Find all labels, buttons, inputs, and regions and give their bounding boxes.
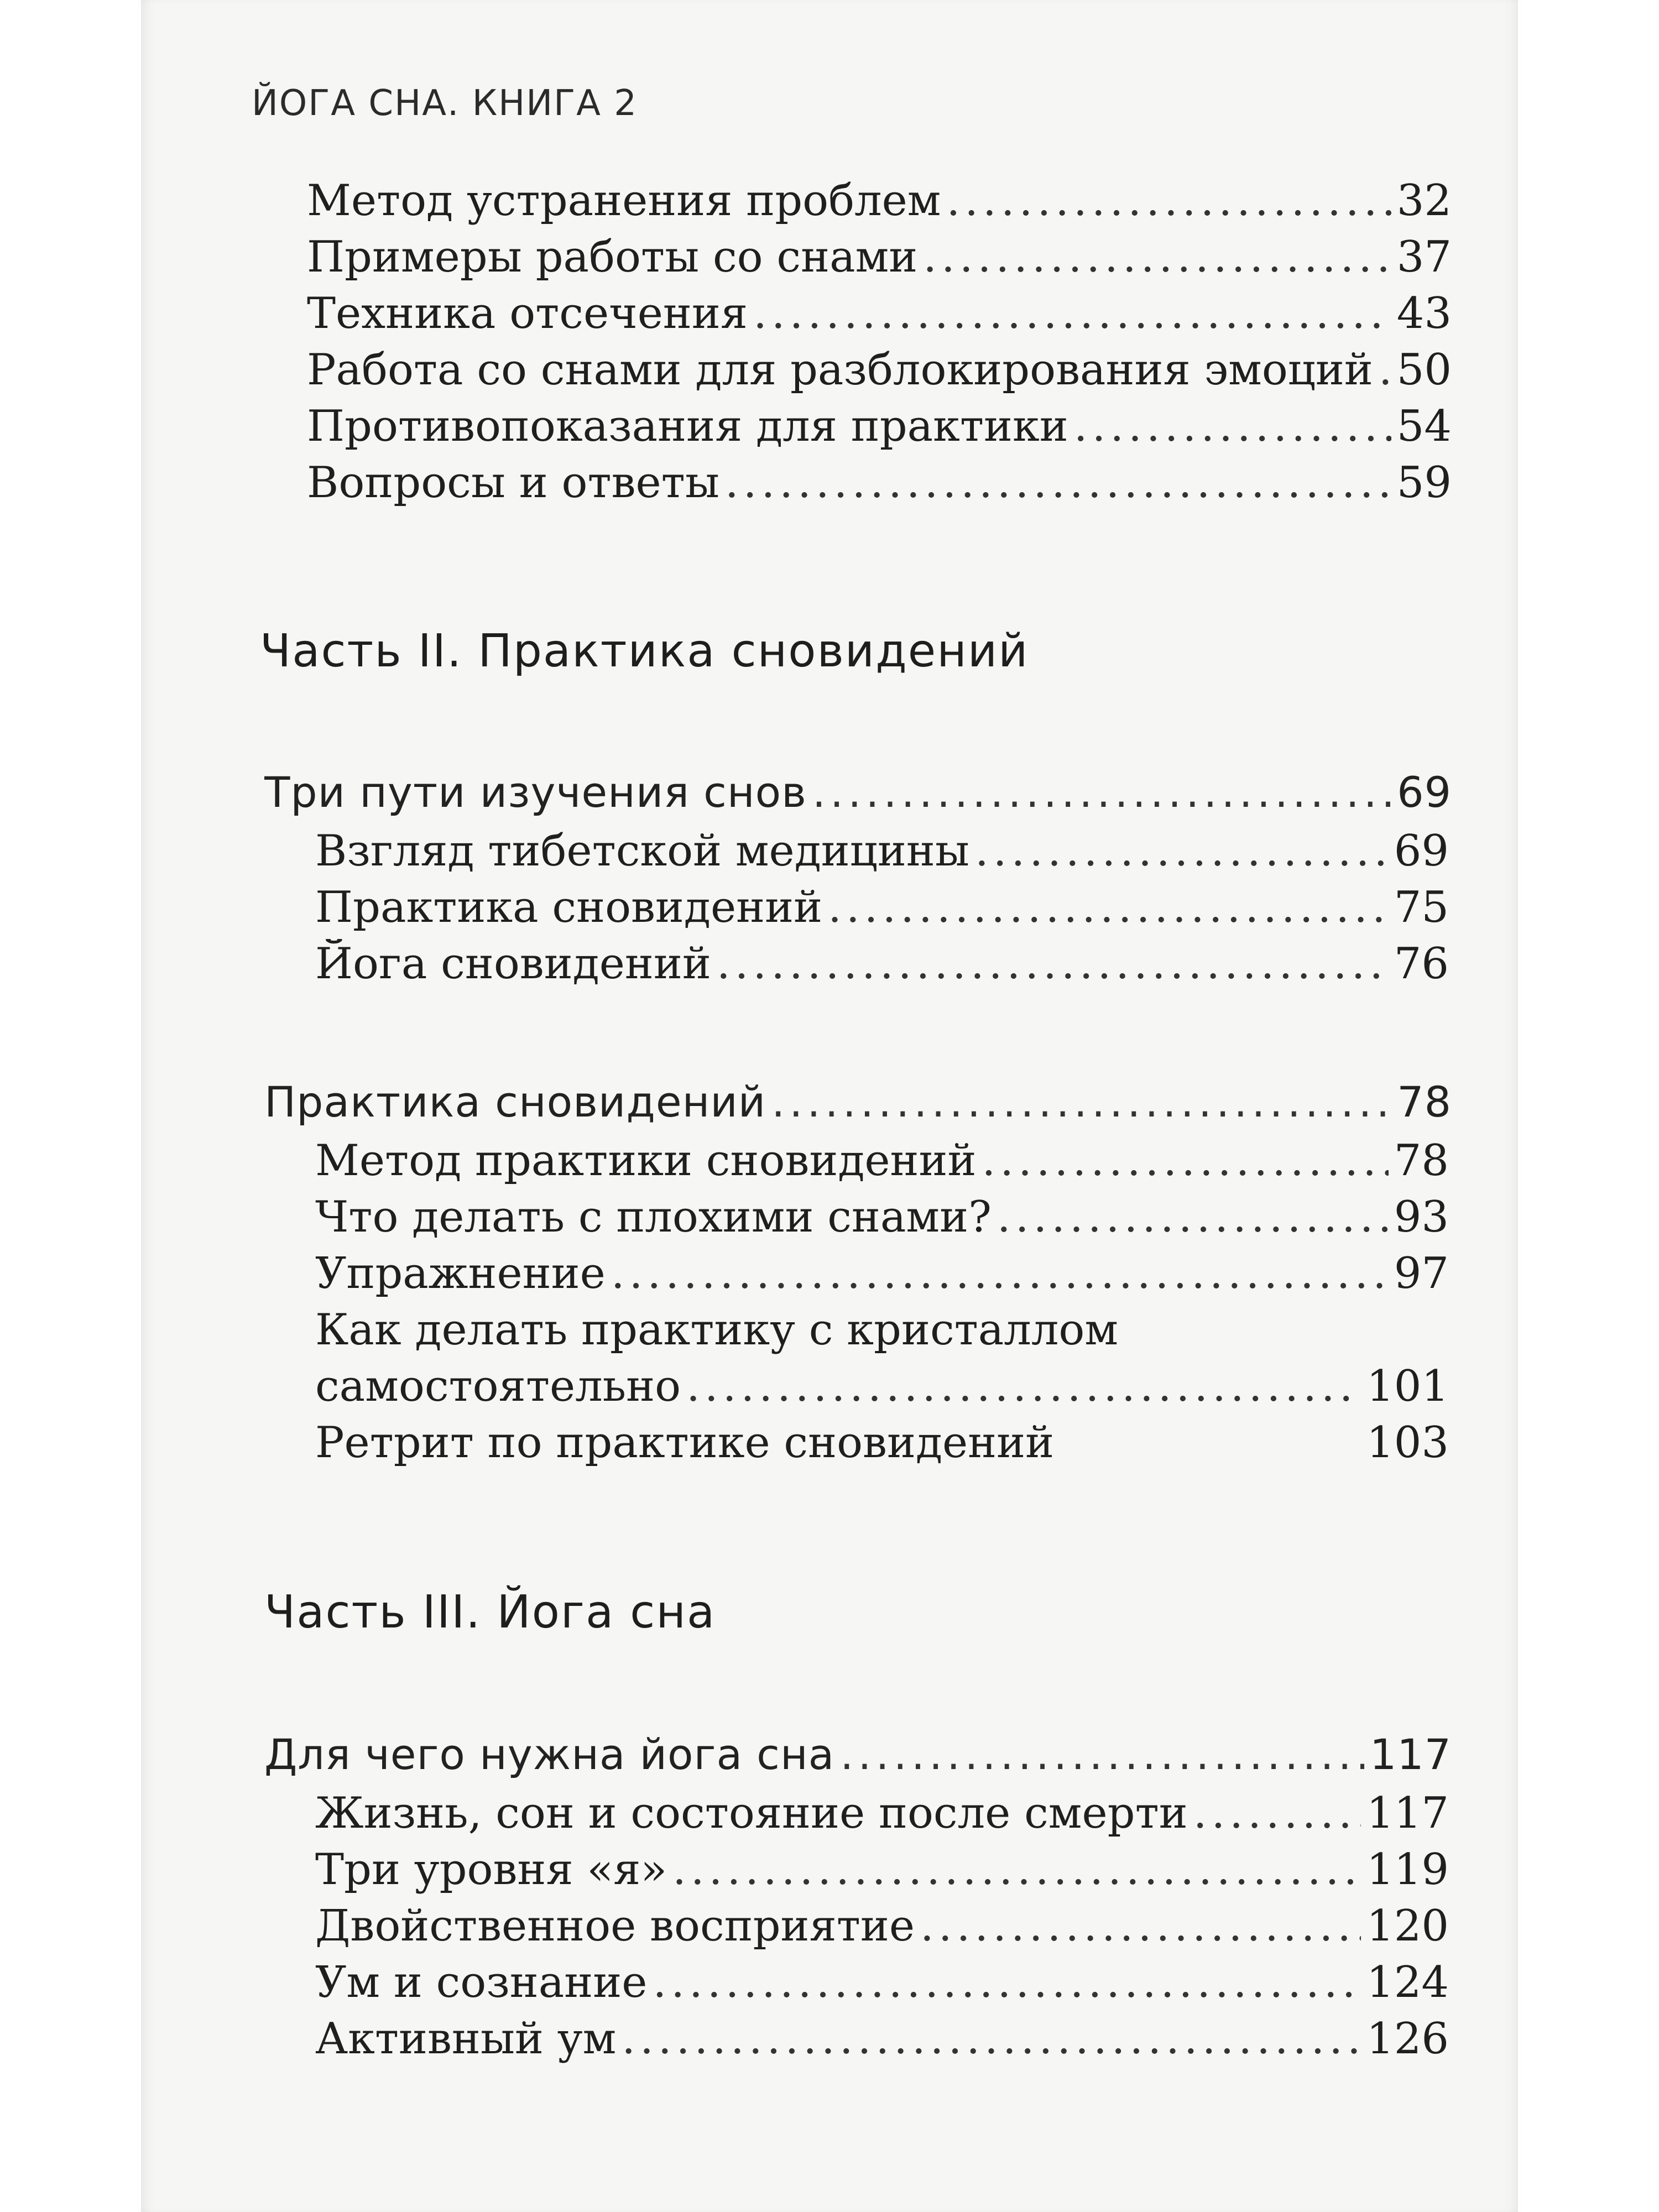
toc-entry-page: 69 [1394,826,1449,876]
dot-leader [840,1730,1364,1779]
toc-entry-title: Ретрит по практике сновидений [315,1418,1055,1468]
toc-entry-page: 124 [1366,1958,1449,2007]
toc-entry-title: Примеры работы со снами [307,232,918,282]
toc-entry-title: Двойственное восприятие [315,1901,915,1951]
toc-entry-title: Метод практики сновидений [315,1136,977,1186]
toc-entry-title: Что делать с плохими снами? [315,1192,992,1242]
toc-chapter-page: 117 [1369,1730,1452,1779]
toc-entry-title: Ум и сознание [315,1958,648,2007]
dot-leader [717,939,1389,989]
dot-leader [920,1901,1361,1951]
toc-chapter [264,768,1452,817]
toc-entry-page: 120 [1366,1901,1449,1951]
dot-leader [686,1361,1361,1411]
toc-entry-title-line1: Как делать практику с кристаллом [315,1305,1119,1355]
toc-entry-page: 37 [1396,232,1452,282]
toc-chapter-title: Для чего нужна йога сна [264,1730,835,1779]
toc-entry [307,401,1452,451]
toc-entry-title: Техника отсечения [307,289,748,338]
toc-entry [315,1788,1449,1838]
toc-entry [315,1958,1449,2007]
part-heading: Часть II. Практика сновидений [260,625,1029,677]
dot-leader [1379,345,1391,395]
toc-entry [307,289,1452,338]
toc-entry-page: 103 [1366,1418,1449,1468]
toc-entry-page: 32 [1396,176,1452,226]
toc-entry-page: 75 [1394,883,1449,932]
toc-chapter-page: 69 [1397,768,1452,817]
toc-chapter-page: 78 [1397,1077,1452,1126]
dot-leader [753,289,1391,338]
dot-leader [672,1845,1361,1895]
dot-leader [828,883,1389,932]
toc-entry [307,232,1452,282]
toc-entry-title: Упражнение [315,1249,606,1298]
toc-entry [307,176,1452,226]
toc-entry-page: 126 [1366,2014,1449,2064]
dot-leader [982,1136,1388,1186]
toc-entry-title: Жизнь, сон и состояние после смерти [315,1788,1188,1838]
toc-entry [315,1901,1449,1951]
toc-entry [315,2014,1449,2064]
dot-leader [1074,401,1391,451]
dot-leader [923,232,1391,282]
toc-chapter [264,1077,1452,1126]
toc-entry-page: 43 [1396,289,1452,338]
toc-entry-page: 93 [1394,1192,1449,1242]
dot-leader [622,2014,1361,2064]
toc-entry-title: Три уровня «я» [315,1845,667,1895]
toc-entry-page: 78 [1394,1136,1449,1186]
toc-entry-title: Йога сновидений [315,939,711,989]
toc-entry-title: самостоятельно [315,1361,681,1411]
toc-chapter-title: Три пути изучения снов [264,768,807,817]
dot-leader [611,1249,1389,1298]
dot-leader [946,176,1391,226]
toc-entry [315,883,1449,932]
toc-entry-title: Практика сновидений [315,883,823,932]
toc-chapter-title: Практика сновидений [264,1077,766,1126]
dot-leader [812,768,1391,817]
toc-entry [307,345,1452,395]
part-heading: Часть III. Йога сна [264,1586,716,1639]
toc-entry-title: Взгляд тибетской медицины [315,826,969,876]
toc-entry-page: 76 [1394,939,1449,989]
toc-entry-page: 97 [1394,1249,1449,1298]
dot-leader [975,826,1389,876]
toc-entry-title: Противопоказания для практики [307,401,1068,451]
toc-entry-page: 117 [1366,1788,1449,1838]
toc-entry-page: 119 [1366,1845,1449,1895]
toc-entry-title: Активный ум [315,2014,617,2064]
toc-entry [315,1136,1449,1186]
toc-entry [315,939,1449,989]
toc-entry-page: 101 [1366,1361,1449,1411]
toc-entry-page: 59 [1396,458,1452,508]
toc-entry-title: Метод устранения проблем [307,176,941,226]
dot-leader [653,1958,1361,2007]
toc-entry [315,1418,1449,1468]
running-head: ЙОГА СНА. КНИГА 2 [252,83,638,124]
toc-entry [315,1192,1449,1242]
dot-leader [725,458,1391,508]
dot-leader [997,1192,1389,1242]
dot-leader [771,1077,1391,1126]
toc-entry [315,1361,1449,1411]
toc-entry-page: 54 [1396,401,1452,451]
toc-entry [315,826,1449,876]
toc-entry-page: 50 [1396,345,1452,395]
toc-entry-title: Вопросы и ответы [307,458,719,508]
toc-entry [315,1845,1449,1895]
toc-entry [307,458,1452,508]
toc-chapter [264,1730,1452,1779]
toc-entry [315,1249,1449,1298]
dot-leader [1193,1788,1361,1838]
toc-entry-title: Работа со снами для разблокирования эмоций [307,345,1373,395]
